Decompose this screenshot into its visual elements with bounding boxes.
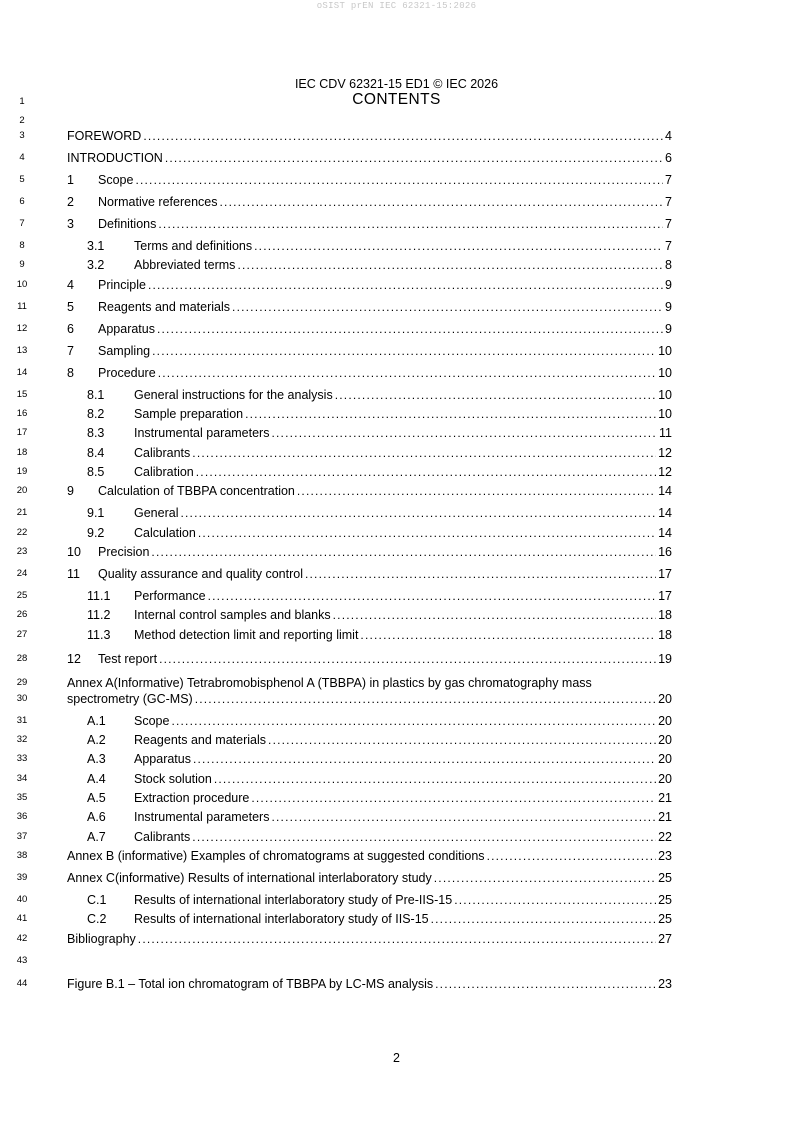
toc-entry-title: Apparatus: [134, 752, 191, 766]
toc-entry-page: 23: [658, 977, 672, 991]
line-number: 44: [16, 978, 28, 989]
toc-entry-number: 8.2: [87, 407, 105, 421]
toc-entry-title: Sample preparation: [134, 407, 244, 421]
line-number: 16: [16, 408, 28, 419]
toc-entry-5[interactable]: [67, 299, 672, 315]
toc-entry-page: 12: [658, 465, 672, 479]
toc-entry-number: 8.3: [87, 426, 105, 440]
toc-entry-3[interactable]: [67, 216, 672, 232]
watermark: oSIST prEN IEC 62321-15:2026: [316, 1, 477, 11]
toc-entry-7[interactable]: [67, 343, 672, 359]
toc-entry-page: 7: [665, 195, 672, 209]
toc-entry-number: 11: [67, 567, 80, 581]
line-number: 5: [19, 174, 25, 185]
toc-entry-number: 11.3: [87, 628, 111, 642]
toc-entry-8-5[interactable]: [67, 464, 672, 480]
toc-entry-8-3[interactable]: [67, 425, 672, 441]
toc-entry-3-1[interactable]: [67, 238, 672, 254]
toc-entry-number: 11.1: [87, 589, 111, 603]
line-number: 6: [19, 196, 25, 207]
toc-entry-page: 22: [658, 830, 672, 844]
toc-entry-3-2[interactable]: [67, 257, 672, 273]
toc-entry-title: Definitions: [98, 217, 157, 231]
line-number: 25: [16, 590, 28, 601]
line-number: 35: [16, 792, 28, 803]
line-number: 39: [16, 872, 28, 883]
line-number: 22: [16, 527, 28, 538]
line-number: 23: [16, 546, 28, 557]
toc-entry-page: 23: [658, 849, 672, 863]
toc-entry-number: 9.2: [87, 526, 105, 540]
page-number: 2: [393, 1051, 400, 1065]
toc-entry-title: Calibration: [134, 465, 194, 479]
toc-entry-annex-a-line1[interactable]: Annex A(Informative) Tetrabromobisphenol A (TBBPA) in plastics by gas chromatography mass: [67, 676, 592, 690]
line-number: 24: [16, 568, 28, 579]
toc-entry-title: INTRODUCTION: [67, 151, 163, 165]
toc-entry-foreword[interactable]: [67, 128, 672, 144]
toc-entry-title: Normative references: [98, 195, 218, 209]
toc-entry-title: FOREWORD: [67, 129, 142, 143]
line-number: 26: [16, 609, 28, 620]
toc-entry-number: 10: [67, 545, 81, 559]
page-title: CONTENTS: [352, 91, 441, 108]
toc-entry-page: 14: [658, 526, 672, 540]
toc-entry-title: Precision: [98, 545, 150, 559]
toc-entry-page: 25: [658, 893, 672, 907]
toc-entry-title: Calculation of TBBPA concentration: [98, 484, 295, 498]
toc-entry-introduction[interactable]: [67, 150, 672, 166]
line-number: 15: [16, 389, 28, 400]
line-number: 1: [19, 96, 25, 107]
line-number: 30: [16, 693, 28, 704]
toc-entry-page: 17: [658, 567, 672, 581]
toc-entry-9-2[interactable]: [67, 525, 672, 541]
toc-entry-title: Principle: [98, 278, 146, 292]
toc-entry-a-1[interactable]: [67, 713, 672, 729]
line-number: 14: [16, 367, 28, 378]
toc-entry-annex-a-line2[interactable]: [67, 691, 672, 707]
toc-entry-title: Apparatus: [98, 322, 155, 336]
toc-entry-title: Abbreviated terms: [134, 258, 236, 272]
toc-entry-page: 11: [659, 426, 672, 440]
toc-entry-10[interactable]: [67, 544, 672, 560]
toc-entry-page: 19: [658, 652, 672, 666]
toc-entry-title: Quality assurance and quality control: [98, 567, 303, 581]
toc-entry-title: Performance: [134, 589, 206, 603]
line-number: 32: [16, 734, 28, 745]
toc-entry-number: A.3: [87, 752, 106, 766]
line-number: 9: [19, 259, 25, 270]
toc-entry-9[interactable]: [67, 483, 672, 499]
line-number: 8: [19, 240, 25, 251]
toc-entry-page: 9: [665, 322, 672, 336]
toc-entry-page: 20: [658, 733, 672, 747]
toc-entry-title: Calibrants: [134, 830, 191, 844]
line-number: 27: [16, 629, 28, 640]
toc-entry-title: Extraction procedure: [134, 791, 250, 805]
toc-entry-9-1[interactable]: [67, 505, 672, 521]
toc-entry-page: 10: [658, 366, 672, 380]
toc-entry-title: Method detection limit and reporting limit: [134, 628, 359, 642]
toc-entry-page: 14: [658, 506, 672, 520]
toc-entry-8-1[interactable]: [67, 387, 672, 403]
toc-entry-number: 8: [67, 366, 74, 380]
toc-entry-a-5[interactable]: [67, 790, 672, 806]
toc-entry-a-7[interactable]: [67, 829, 672, 845]
line-number: 12: [16, 323, 28, 334]
toc-entry-title: Procedure: [98, 366, 156, 380]
toc-entry-title: Bibliography: [67, 932, 136, 946]
toc-entry-page: 10: [658, 407, 672, 421]
toc-entry-title: spectrometry (GC-MS): [67, 692, 193, 706]
toc-entry-number: 8.4: [87, 446, 105, 460]
toc-entry-page: 9: [665, 300, 672, 314]
toc-entry-page: 18: [658, 608, 672, 622]
toc-entry-number: C.2: [87, 912, 107, 926]
toc-entry-number: 7: [67, 344, 74, 358]
line-number: 40: [16, 894, 28, 905]
line-number: 19: [16, 466, 28, 477]
toc-entry-8[interactable]: [67, 365, 672, 381]
toc-entry-title: Sampling: [98, 344, 151, 358]
line-number: 31: [16, 715, 28, 726]
line-number: 36: [16, 811, 28, 822]
toc-entry-title: Internal control samples and blanks: [134, 608, 331, 622]
document-id: IEC CDV 62321-15 ED1 © IEC 2026: [294, 77, 499, 91]
toc-entry-number: A.5: [87, 791, 106, 805]
toc-entry-number: A.1: [87, 714, 106, 728]
toc-entry-page: 20: [658, 752, 672, 766]
toc-entry-6[interactable]: [67, 321, 672, 337]
toc-entry-number: A.2: [87, 733, 106, 747]
toc-entry-a-2[interactable]: [67, 732, 672, 748]
toc-entry-page: 25: [658, 871, 672, 885]
toc-entry-page: 17: [658, 589, 672, 603]
line-number: 41: [16, 913, 28, 924]
toc-entry-title: Figure B.1 – Total ion chromatogram of TBBPA by LC-MS analysis: [67, 977, 434, 991]
toc-entry-page: 27: [658, 932, 672, 946]
toc-entry-page: 7: [665, 239, 672, 253]
line-number: 10: [16, 279, 28, 290]
toc-entry-12[interactable]: [67, 651, 672, 667]
line-number: 17: [16, 427, 28, 438]
toc-entry-number: 3.1: [87, 239, 105, 253]
toc-entry-number: A.4: [87, 772, 106, 786]
toc-entry-c-2[interactable]: [67, 911, 672, 927]
toc-entry-8-2[interactable]: [67, 406, 672, 422]
toc-entry-a-3[interactable]: [67, 751, 672, 767]
toc-entry-page: 4: [665, 129, 672, 143]
toc-entry-page: 14: [658, 484, 672, 498]
line-number: 37: [16, 831, 28, 842]
line-number: 2: [19, 115, 25, 126]
toc-entry-page: 8: [665, 258, 672, 272]
line-number: 3: [19, 130, 25, 141]
toc-entry-figure-b-1[interactable]: [67, 976, 672, 992]
toc-entry-page: 20: [658, 692, 672, 706]
toc-entry-c-1[interactable]: [67, 892, 672, 908]
toc-entry-number: A.6: [87, 810, 106, 824]
toc-entry-page: 9: [665, 278, 672, 292]
toc-entry-page: 7: [665, 173, 672, 187]
toc-entry-2[interactable]: [67, 194, 672, 210]
toc-entry-11-1[interactable]: [67, 588, 672, 604]
toc-entry-4[interactable]: [67, 277, 672, 293]
toc-entry-page: 25: [658, 912, 672, 926]
toc-entry-page: 18: [658, 628, 672, 642]
toc-entry-title: Calibrants: [134, 446, 191, 460]
line-number: 21: [16, 507, 28, 518]
toc-entry-page: 10: [658, 344, 672, 358]
toc-entry-title: Calculation: [134, 526, 196, 540]
toc-entry-page: 20: [658, 772, 672, 786]
toc-entry-number: 1: [67, 173, 74, 187]
toc-entry-number: A.7: [87, 830, 106, 844]
toc-entry-title: Scope: [98, 173, 134, 187]
line-number: 20: [16, 485, 28, 496]
toc-entry-1[interactable]: [67, 172, 672, 188]
toc-entry-title: General instructions for the analysis: [134, 388, 333, 402]
toc-entry-number: 8.5: [87, 465, 105, 479]
toc-entry-bibliography[interactable]: [67, 931, 672, 947]
toc-entry-title: Reagents and materials: [98, 300, 231, 314]
toc-entry-page: 21: [658, 791, 672, 805]
toc-entry-title: Test report: [98, 652, 158, 666]
toc-entry-a-6[interactable]: [67, 809, 672, 825]
line-number: 13: [16, 345, 28, 356]
line-number: 38: [16, 850, 28, 861]
toc-entry-page: 10: [658, 388, 672, 402]
toc-entry-number: C.1: [87, 893, 107, 907]
toc-entry-11[interactable]: [67, 566, 672, 582]
toc-entry-11-2[interactable]: [67, 607, 672, 623]
toc-entry-8-4[interactable]: [67, 445, 672, 461]
toc-entry-title: General: [134, 506, 179, 520]
toc-entry-number: 8.1: [87, 388, 105, 402]
line-number: 7: [19, 218, 25, 229]
toc-entry-page: 16: [658, 545, 672, 559]
toc-entry-title: Terms and definitions: [134, 239, 253, 253]
line-number: 28: [16, 653, 28, 664]
line-number: 18: [16, 447, 28, 458]
toc-entry-number: 3.2: [87, 258, 105, 272]
toc-entry-page: 6: [665, 151, 672, 165]
toc-entry-number: 9.1: [87, 506, 105, 520]
toc-entry-page: 20: [658, 714, 672, 728]
toc-entry-annex-c[interactable]: [67, 870, 672, 886]
toc-entry-page: 7: [665, 217, 672, 231]
toc-entry-title: Instrumental parameters: [134, 426, 270, 440]
toc-entry-number: 6: [67, 322, 74, 336]
toc-entry-number: 11.2: [87, 608, 111, 622]
toc-entry-title: Annex B (informative) Examples of chromatograms at suggested conditions: [67, 849, 485, 863]
toc-entry-page: 21: [658, 810, 672, 824]
toc-entry-number: 9: [67, 484, 74, 498]
toc-entry-title: Reagents and materials: [134, 733, 267, 747]
line-number: 43: [16, 955, 28, 966]
toc-entry-title: Scope: [134, 714, 170, 728]
toc-entry-title: Stock solution: [134, 772, 212, 786]
toc-entry-page: 12: [658, 446, 672, 460]
line-number: 34: [16, 773, 28, 784]
line-number: 11: [17, 301, 27, 312]
toc-entry-title: Instrumental parameters: [134, 810, 270, 824]
toc-entry-number: 5: [67, 300, 74, 314]
toc-entry-11-3[interactable]: [67, 627, 672, 643]
toc-entry-number: 2: [67, 195, 74, 209]
toc-entry-annex-b[interactable]: [67, 848, 672, 864]
toc-entry-title: Annex C(informative) Results of international interlaboratory study: [67, 871, 432, 885]
line-number: 29: [16, 677, 28, 688]
line-number: 4: [19, 152, 25, 163]
toc-entry-number: 4: [67, 278, 74, 292]
toc-entry-number: 3: [67, 217, 74, 231]
line-number: 33: [16, 753, 28, 764]
toc-entry-title: Results of international interlaboratory study of IIS-15: [134, 912, 429, 926]
toc-entry-title: Results of international interlaboratory study of Pre-IIS-15: [134, 893, 453, 907]
toc-entry-number: 12: [67, 652, 81, 666]
toc-entry-a-4[interactable]: [67, 771, 672, 787]
line-number: 42: [16, 933, 28, 944]
